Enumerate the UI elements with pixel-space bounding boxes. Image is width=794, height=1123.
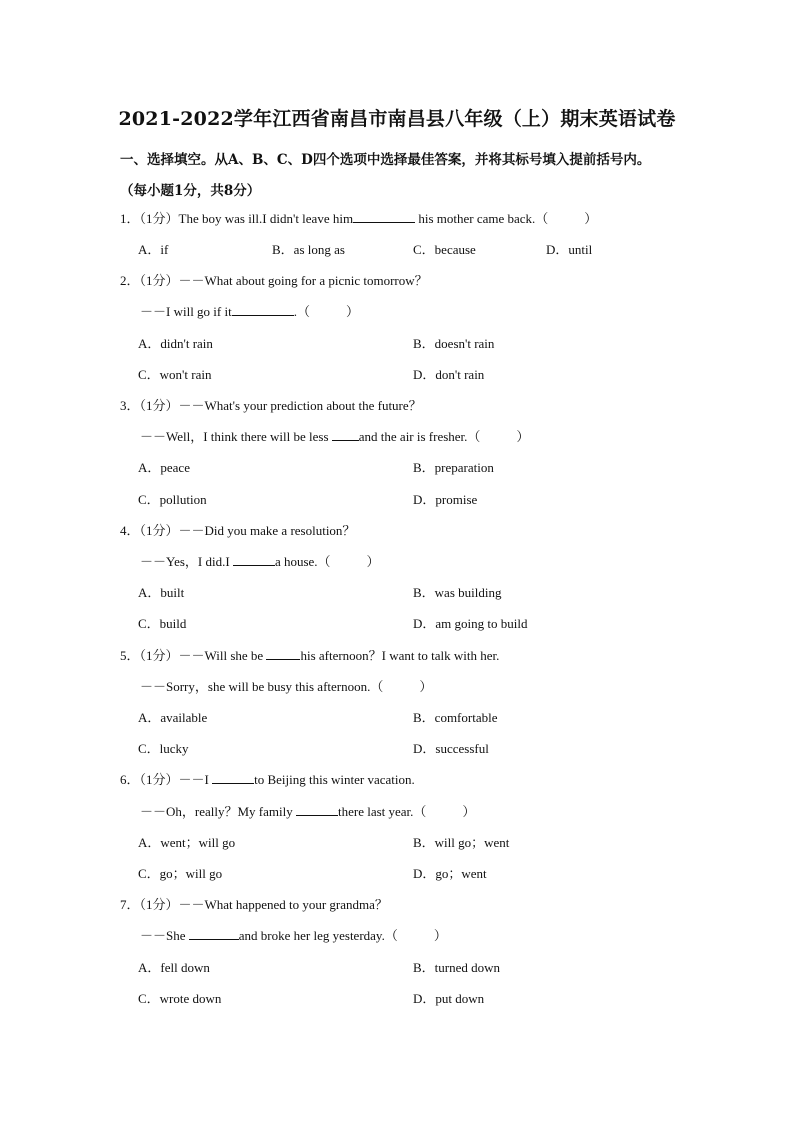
question-5-reply: [140, 676, 432, 695]
question-4-label: 4．（1分）: [120, 523, 179, 538]
question-5-text-after: his afternoon？I want to talk with her.: [300, 648, 500, 663]
question-7-reply-after: and broke her leg yesterday.（: [238, 928, 398, 943]
question-1-option-a: A．if: [138, 242, 169, 257]
section-instructions: [120, 145, 700, 207]
question-1-option-b: B．as long as: [272, 242, 345, 257]
question-7-text: －－What happened to your grandma？: [178, 897, 388, 912]
question-3-reply-after: and the air is fresher.（: [358, 429, 481, 444]
question-4-option-d: D．am going to build: [413, 616, 528, 631]
question-2-reply-after: .（: [293, 304, 310, 319]
question-2-option-d: D．don't rain: [413, 367, 485, 382]
question-2-reply-before: －－I will go if it: [140, 304, 232, 319]
question-6-label: 6．（1分）: [120, 772, 179, 787]
page-title: 2021-2022学年江西省南昌市南昌县八年级（上）期末英语试卷: [118, 108, 676, 130]
question-3-option-c: C．pollution: [138, 492, 207, 507]
question-2-option-a: A．didn't rain: [138, 336, 213, 351]
question-3-label: 3．（1分）: [120, 398, 179, 413]
question-6-option-a: A．went；will go: [138, 835, 236, 850]
question-6-stem: [120, 769, 415, 788]
question-2-option-c: C．won't rain: [138, 367, 212, 382]
question-1-option-d: D．until: [546, 242, 593, 257]
question-4-option-c: C．build: [138, 616, 187, 631]
question-4-text: －－Did you make a resolution？: [178, 523, 356, 538]
question-7-stem: [120, 894, 388, 913]
question-6-option-c: C．go；will go: [138, 866, 223, 881]
question-6-option-b: B．will go；went: [413, 835, 510, 850]
question-1-text-before: The boy was ill.I didn't leave him: [178, 211, 354, 226]
question-5-option-a: A．available: [138, 710, 208, 725]
question-2-reply-end: ）: [345, 304, 359, 319]
question-2-option-b: B．doesn't rain: [413, 336, 495, 351]
question-7-option-c: C．wrote down: [138, 991, 222, 1006]
question-3-text: －－What's your prediction about the future？: [178, 398, 422, 413]
question-1-label: 1．（1分）: [120, 211, 179, 226]
question-2-stem: [120, 270, 428, 289]
question-7-reply: [140, 925, 447, 944]
question-1-text-end: ）: [584, 211, 598, 226]
question-5-text-before: －－Will she be: [178, 648, 267, 663]
answer-blank: [266, 647, 300, 660]
question-7-option-b: B．turned down: [413, 960, 501, 975]
question-5-stem: [120, 645, 499, 664]
question-2-label: 2．（1分）: [120, 273, 179, 288]
question-7-reply-before: －－She: [140, 928, 189, 943]
section-points: （每小题1分，共8分）: [120, 183, 261, 199]
question-6-option-d: D．go；went: [413, 866, 487, 881]
question-7-option-a: A．fell down: [138, 960, 210, 975]
question-4-reply: [140, 551, 380, 570]
question-6-reply-after: there last year.（: [337, 804, 427, 819]
question-4-option-b: B．was building: [413, 585, 502, 600]
question-5-label: 5．（1分）: [120, 648, 179, 663]
question-1-stem: [120, 208, 597, 227]
question-3-reply-end: ）: [516, 429, 530, 444]
question-6-text-after: to Beijing this winter vacation.: [254, 772, 415, 787]
question-6-reply-before: －－Oh，really？My family: [140, 804, 296, 819]
question-7-option-d: D．put down: [413, 991, 485, 1006]
question-4-reply-end: ）: [366, 554, 380, 569]
answer-blank: [332, 428, 359, 441]
question-2-reply: [140, 301, 359, 320]
question-4-stem: [120, 520, 355, 539]
question-3-option-a: A．peace: [138, 460, 190, 475]
answer-blank: [232, 303, 294, 316]
question-2-text: －－What about going for a picnic tomorrow？: [178, 273, 428, 288]
question-5-reply-text: －－Sorry，she will be busy this afternoon.（: [140, 679, 384, 694]
question-5-option-d: D．successful: [413, 741, 489, 756]
question-4-reply-after: a house.（: [274, 554, 331, 569]
question-4-reply-before: －－Yes，I did.I: [140, 554, 233, 569]
question-5-option-c: C．lucky: [138, 741, 189, 756]
question-3-option-d: D．promise: [413, 492, 478, 507]
question-7-label: 7．（1分）: [120, 897, 179, 912]
answer-blank: [296, 803, 338, 816]
question-5-reply-end: ）: [419, 679, 433, 694]
question-7-reply-end: ）: [433, 928, 447, 943]
question-3-reply: [140, 426, 529, 445]
question-3-stem: [120, 395, 422, 414]
question-1-option-c: C．because: [413, 242, 476, 257]
answer-blank: [212, 771, 254, 784]
answer-blank: [189, 927, 239, 940]
section-heading: 一、选择填空。从A、B、C、D四个选项中选择最佳答案，并将其标号填入提前括号内。: [120, 152, 651, 168]
question-3-option-b: B．preparation: [413, 460, 494, 475]
question-4-option-a: A．built: [138, 585, 185, 600]
question-1-text-after: his mother came back.（: [415, 211, 549, 226]
question-6-reply: [140, 801, 475, 820]
question-5-option-b: B．comfortable: [413, 710, 498, 725]
question-6-text-before: －－I: [178, 772, 213, 787]
question-3-reply-before: －－Well，I think there will be less: [140, 429, 332, 444]
answer-blank: [353, 210, 415, 223]
answer-blank: [233, 553, 275, 566]
question-6-reply-end: ）: [462, 804, 476, 819]
